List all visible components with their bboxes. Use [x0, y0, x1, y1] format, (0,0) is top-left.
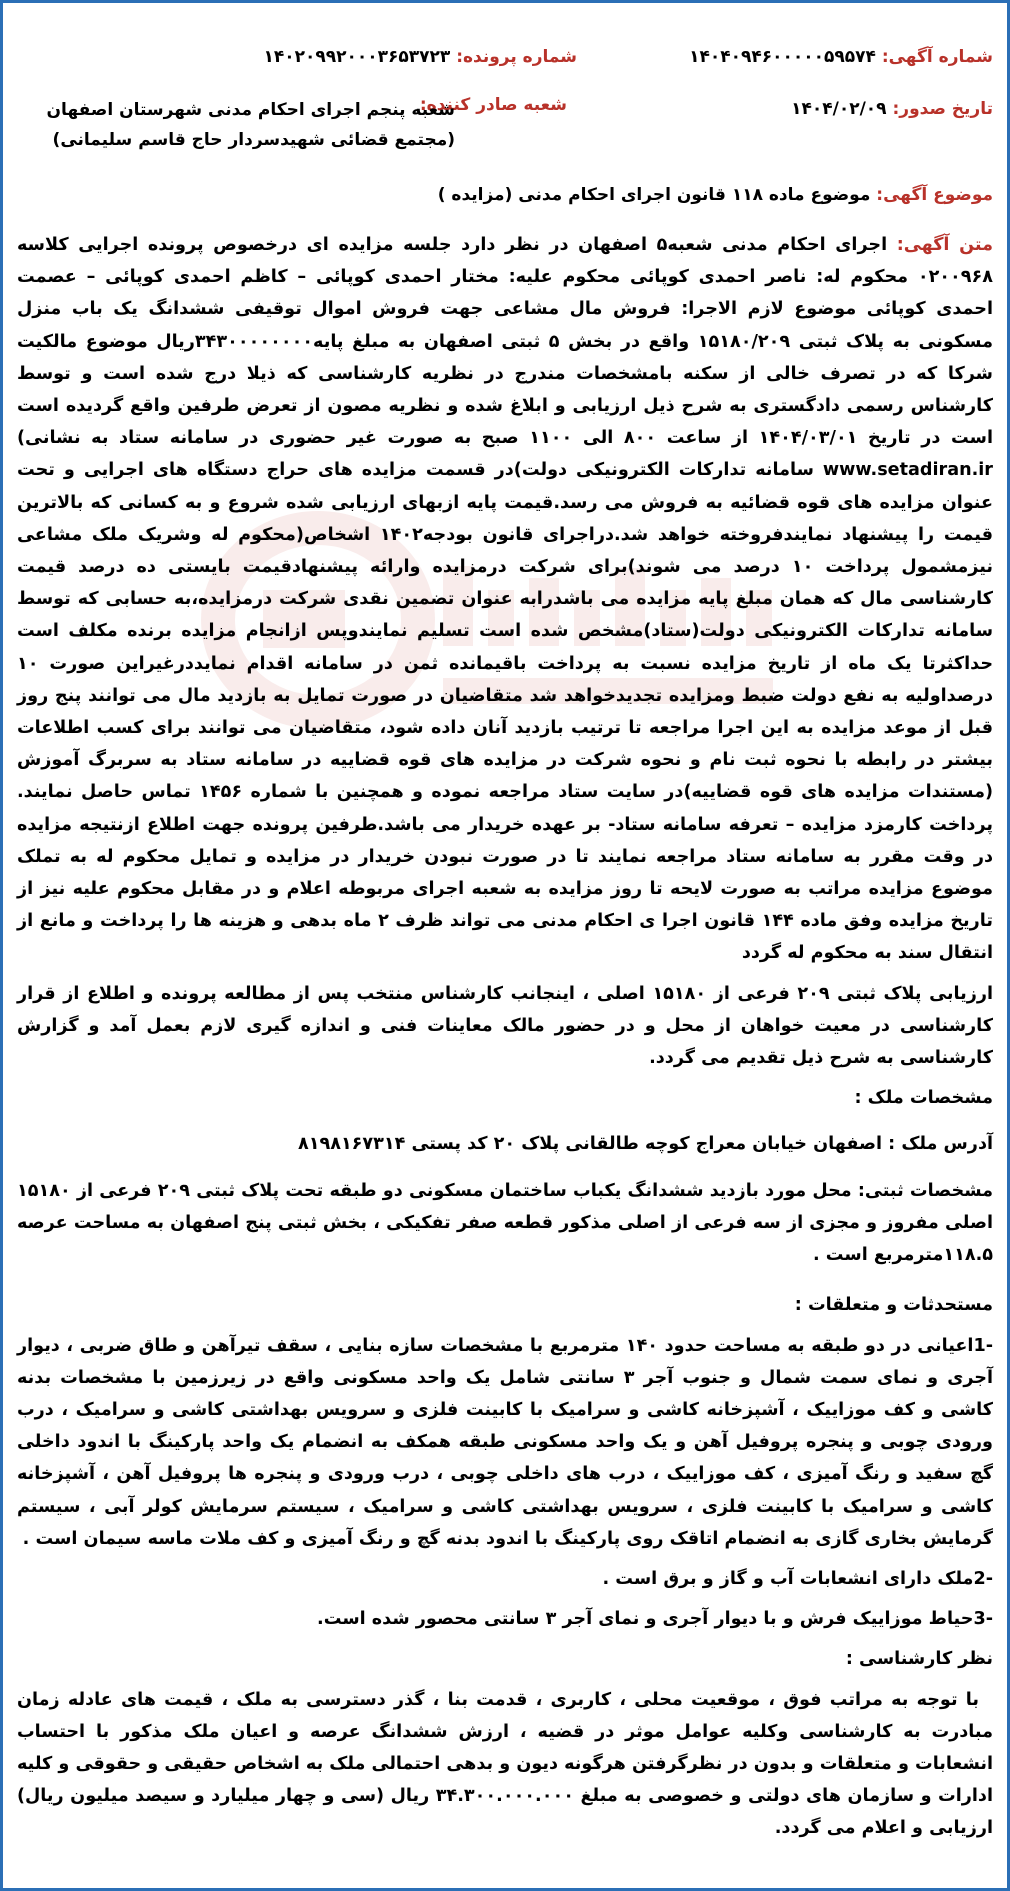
expert-opinion: با توجه به مراتب فوق ، موقعیت محلی ، کاربری ، قدمت بنا ، گذر دسترسی به ملک ، قیمت های عادله زمان مبادرت به کارشناسی وکلیه عوامل موثر در قضیه ، ارزش ششدانگ عرصه و اعیان ملک مذکور با احتساب انشعابات و متعلقات و بدون در نظرگرفتن هرگونه دیون و بدهی احتمالی ملک به اشخاص حقیقی و حقوقی و کلیه ادارات و سازمان های دولتی و خصوصی به مبلغ ۳۴.۳۰۰.۰۰۰.۰۰۰ ریال (سی و چهار میلیارد و سیصد میلیون ریال) ارزیابی و اعلام می گردد. [17, 1689, 993, 1839]
subject-label: موضوع آگهی: [876, 185, 993, 205]
notice-subject [438, 185, 993, 205]
text-label: متن آگهی: [896, 235, 993, 255]
appraisal-intro: ارزیابی پلاک ثبتی ۲۰۹ فرعی از ۱۵۱۸۰ اصلی ، اینجانب کارشناس منتخب پس از مطالعه پرونده و اطلاع از قرار کارشناسی در معیت خواهان از محل و در حضور مالک معاینات فنی و اندازه گیری لازم بعمل آمد و گزارش کارشناسی به شرح ذیل تقدیم می گردد. [17, 983, 994, 1069]
issue-date-label: تاریخ صدور: [892, 99, 993, 119]
subject-value: موضوع ماده ۱۱۸ قانون اجرای احکام مدنی (مزایده ) [437, 185, 871, 205]
expert-opinion-heading: نظر کارشناسی : [845, 1649, 993, 1670]
file-number [263, 47, 577, 67]
property-address: آدرس ملک : اصفهان خیابان معراج کوچه طالقانی پلاک ۲۰ کد پستی ۸۱۹۸۱۶۷۳۱۴ [297, 1134, 993, 1155]
file-number-label: شماره پرونده: [456, 47, 577, 67]
notice-number [689, 47, 993, 67]
notice-number-value: ۱۴۰۴۰۹۴۶۰۰۰۰۰۵۹۵۷۴ [689, 47, 876, 67]
notice-body [17, 229, 993, 1845]
issuing-branch-label: شعبه صادر کننده: [419, 95, 567, 115]
improvement-item-2: -2ملک دارای انشعابات آب و گاز و برق است . [602, 1568, 993, 1589]
main-text: اجرای احکام مدنی شعبه۵ اصفهان در نظر دارد جلسه مزایده ای درخصوص پرونده اجرایی کلاسه ۰۲۰۰۹۶۸ محکوم له: ناصر احمدی کوپائی محکوم علیه: مختار احمدی کوپائی – کاظم احمدی کوپائی – عصمت احمدی کوپائی موضوع لازم الاجرا: فروش مال مشاعی جهت فروش اموال توقیفی ششدانگ یک باب منزل مسکونی به پلاک ثبتی ۱۵۱۸۰/۲۰۹ واقع در بخش ۵ ثبتی اصفهان به مبلغ پایه۳۴۳۰۰۰۰۰۰۰۰ریال موضوع مالکیت شرکا که در تصرف خالی از سکنه بامشخصات مندرج در نظریه کارشناسی که ذیلا درج شده است و توسط کارشناس رسمی دادگستری به شرح ذیل ارزیابی و ابلاغ شده و نظریه مصون از تعرض طرفین واقع گردیده است است در تاریخ ۱۴۰۴/۰۳/۰۱ از ساعت ۸۰۰ الی ۱۱۰۰ صبح به صورت غیر حضوری در سامانه ستاد به نشانی) www.setadiran.ir سامانه تدارکات الکترونیکی دولت)در قسمت مزایده های حراج دستگاه های اجرایی و تحت عنوان مزایده های قوه قضائیه به فروش می رسد.قیمت پایه ازبهای ارزیابی شده شروع و به کسانی که بالاترین قیمت را پیشنهاد نمایندفروخته خواهد شد.دراجرای قانون بودجه۱۴۰۲ اشخاص(محکوم له وشریک ملک مشاعی نیزمشمول پرداخت ۱۰ درصد می شوند)برای شرکت درمزایده وارائه پیشنهادقیمت بایستی ده درصد قیمت کارشناسی مال که همان مبلغ پایه مزایده می باشدرابه عنوان تضمین نقدی شرکت درمزایده،به حسابی که توسط سامانه تدارکات الکترونیکی دولت(ستاد)مشخص شده است تسلیم نمایندوپس ازانجام مزایده برنده مکلف است حداکثرتا یک ماه از تاریخ مزایده نسبت به پرداخت باقیمانده ثمن در سامانه اقدام نمایددرغیراین صورت ۱۰ درصداولیه به نفع دولت ضبط ومزایده تجدیدخواهد شد متقاضیان در صورت تمایل به بازدید مال می توانند پنج روز قبل از موعد مزایده به این اجرا مراجعه تا ترتیب بازدید آنان داده شود، متقاضیان می توانند برای کسب اطلاعات بیشتر در رابطه با نحوه ثبت نام و نحوه شرکت در مزایده های قوه قضاییه در سامانه ستاد به سربرگ آموزش (مستندات مزایده های قوه قضاییه)در سایت ستاد مراجعه نموده و همچنین با شماره ۱۴۵۶ تماس حاصل نمایند. پرداخت کارمزد مزایده – تعرفه سامانه ستاد- بر عهده خریدار می باشد.طرفین پرونده جهت اطلاع ازنتیجه مزایده در وقت مقرر به سامانه ستاد مراجعه نمایند تا در صورت نبودن خریدار در مزایده و تمایل محکوم له به تملک موضوع مزایده مراتب به صورت لایحه تا روز مزایده به شعبه اجرای مربوطه اعلام و در مقابل محکوم علیه نیز از تاریخ مزایده وفق ماده ۱۴۴ قانون اجرا ی احکام مدنی می تواند ظرف ۲ ماه بدهی و هزینه ها را پرداخت و مانع از انتقال سند به محکوم له گردد [17, 235, 994, 964]
issue-date [791, 99, 993, 119]
improvements-heading: مستحدثات و متعلقات : [794, 1295, 993, 1316]
improvement-item-1: -1اعیانی در دو طبقه به مساحت حدود ۱۴۰ مترمربع با مشخصات سازه بنایی ، سقف تیرآهن و طاق ضربی ، دیوار آجری و نمای سمت شمال و جنوب آجر ۳ سانتی شامل یک واحد مسکونی واقع در زیرزمین با مشخصات بدنه کاشی و کف موزاییک ، آشپزخانه کاشی و سرامیک با کابینت فلزی و سرویس بهداشتی کاشی و سرامیک ، درب ورودی چوبی و پنجره پروفیل آهن و یک واحد مسکونی طبقه همکف به انضمام یک واحد پارکینگ با اندود داخلی گچ سفید و رنگ آمیزی ، کف موزاییک ، درب های داخلی چوبی ، درب ورودی و پنجره ها پروفیل آهن ، آشپزخانه کاشی و سرامیک با کابینت فلزی ، سرویس بهداشتی کاشی و سرامیک ، سیستم سرمایش کولر آبی ، سیستم گرمایش بخاری گازی به انضمام اتاقک روی پارکینگ با اندود بدنه گچ و رنگ آمیزی و کف ملات ماسه سیمان است . [17, 1335, 993, 1549]
main-text-paragraph [17, 229, 993, 970]
issuing-branch-value: شعبه پنجم اجرای احکام مدنی شهرستان اصفهان (مجتمع قضائی شهیدسردار حاج قاسم سلیمانی) [46, 100, 455, 150]
file-number-value: ۱۴۰۲۰۹۹۲۰۰۰۳۶۵۳۷۲۳ [263, 47, 451, 67]
property-specs-heading: مشخصات ملک : [854, 1088, 993, 1109]
notice-page [3, 3, 1007, 1888]
registration-specs: مشخصات ثبتی: محل مورد بازدید ششدانگ یکباب ساختمان مسکونی دو طبقه تحت پلاک ثبتی ۲۰۹ فرعی از ۱۵۱۸۰ اصلی مفروز و مجزی از سه فرعی از اصلی مذکور قطعه صفر تفکیکی ، بخش ثبتی پنج اصفهان به مساحت عرصه ۱۱۸.۵مترمربع است . [17, 1180, 993, 1266]
notice-number-label: شماره آگهی: [881, 47, 993, 67]
improvement-item-3: -3حیاط موزاییک فرش و با دیوار آجری و نمای آجر ۳ سانتی محصور شده است. [317, 1609, 993, 1630]
issue-date-value: ۱۴۰۴/۰۲/۰۹ [791, 99, 887, 119]
